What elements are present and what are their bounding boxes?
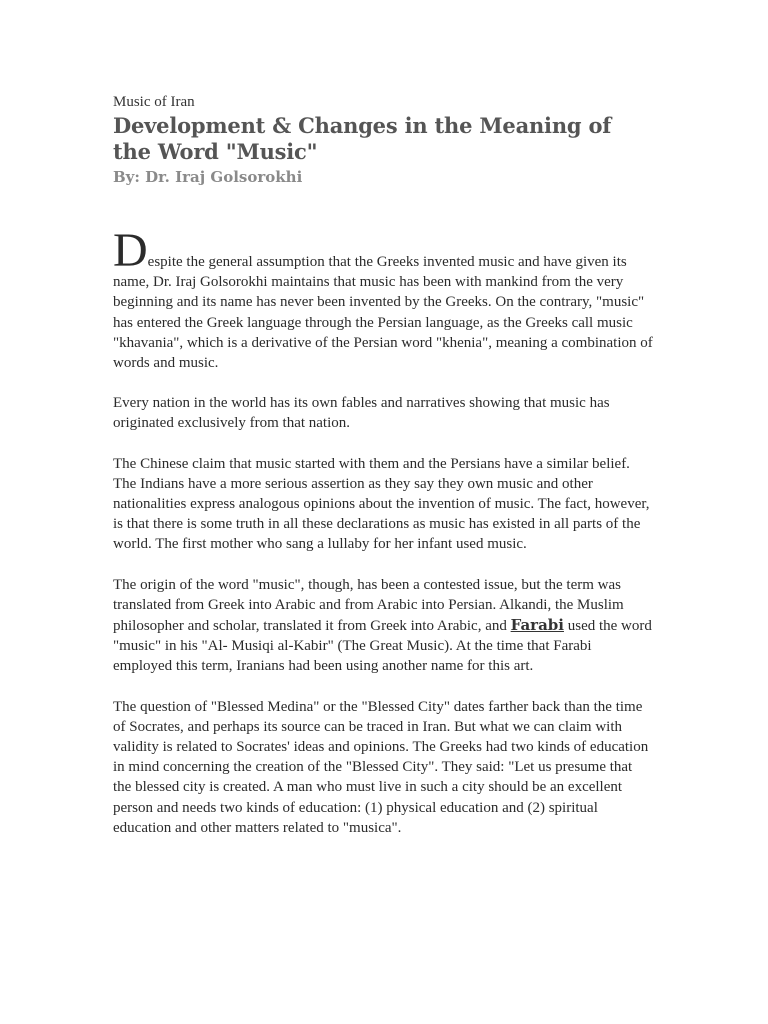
- article-body: [113, 224, 653, 838]
- paragraph-1: [113, 224, 653, 373]
- paragraph-2: Every nation in the world has its own fables and narratives showing that music has originated exclusively from that nation.: [113, 395, 610, 432]
- article-title: Development & Changes in the Meaning of the Word "Music": [113, 113, 612, 164]
- drop-cap: D: [113, 224, 148, 277]
- paragraph-4-text-before: The origin of the word "music", though, has been a contested issue, but the term was translated from Greek into Arabic and from Arabic into Persian. Alkandi, the Muslim philosopher and scholar, translated it from Greek into Arabic, and: [113, 576, 624, 635]
- paragraph-4: [113, 575, 653, 677]
- farabi-link[interactable]: Farabi: [510, 616, 564, 635]
- section-kicker: Music of Iran: [113, 94, 195, 110]
- paragraph-4-text-after: used the word "music" in his "Al- Musiqi al-Kabir" (The Great Music). At the time that Farabi employed this term, Iranians had been using another name for this art.: [113, 618, 652, 675]
- paragraph-3: The Chinese claim that music started with them and the Persians have a similar belief. The Indians have a more serious assertion as they say they own music and other nationalities express analogous opinions about the invention of music. The fact, however, is that there is some truth in all these declarations as music has existed in all parts of the world. The first mother who sang a lullaby for her infant used music.: [113, 455, 650, 553]
- paragraph-1-text: espite the general assumption that the Greeks invented music and have given its name, Dr. Iraj Golsorokhi maintains that music has been with mankind from the very beginning and its name has never been invented by the Greeks. On the contrary, "music" has entered the Greek language through the Persian language, as the Greeks call music "khavania", which is a derivative of the Persian word "khenia", meaning a combination of words and music.: [113, 254, 653, 372]
- article-page: [113, 93, 653, 858]
- article-byline: By: Dr. Iraj Golsorokhi: [113, 168, 303, 186]
- paragraph-5: The question of "Blessed Medina" or the "Blessed City" dates farther back than the time of Socrates, and perhaps its source can be traced in Iran. But what we can claim with validity is related to Socrates' ideas and opinions. The Greeks had two kinds of education in mind concerning the creation of the "Blessed City". They said: "Let us presume that the blessed city is created. A man who must live in such a city should be an excellent person and needs two kinds of education: (1) physical education and (2) spiritual education and other matters related to "musica".: [113, 698, 649, 836]
